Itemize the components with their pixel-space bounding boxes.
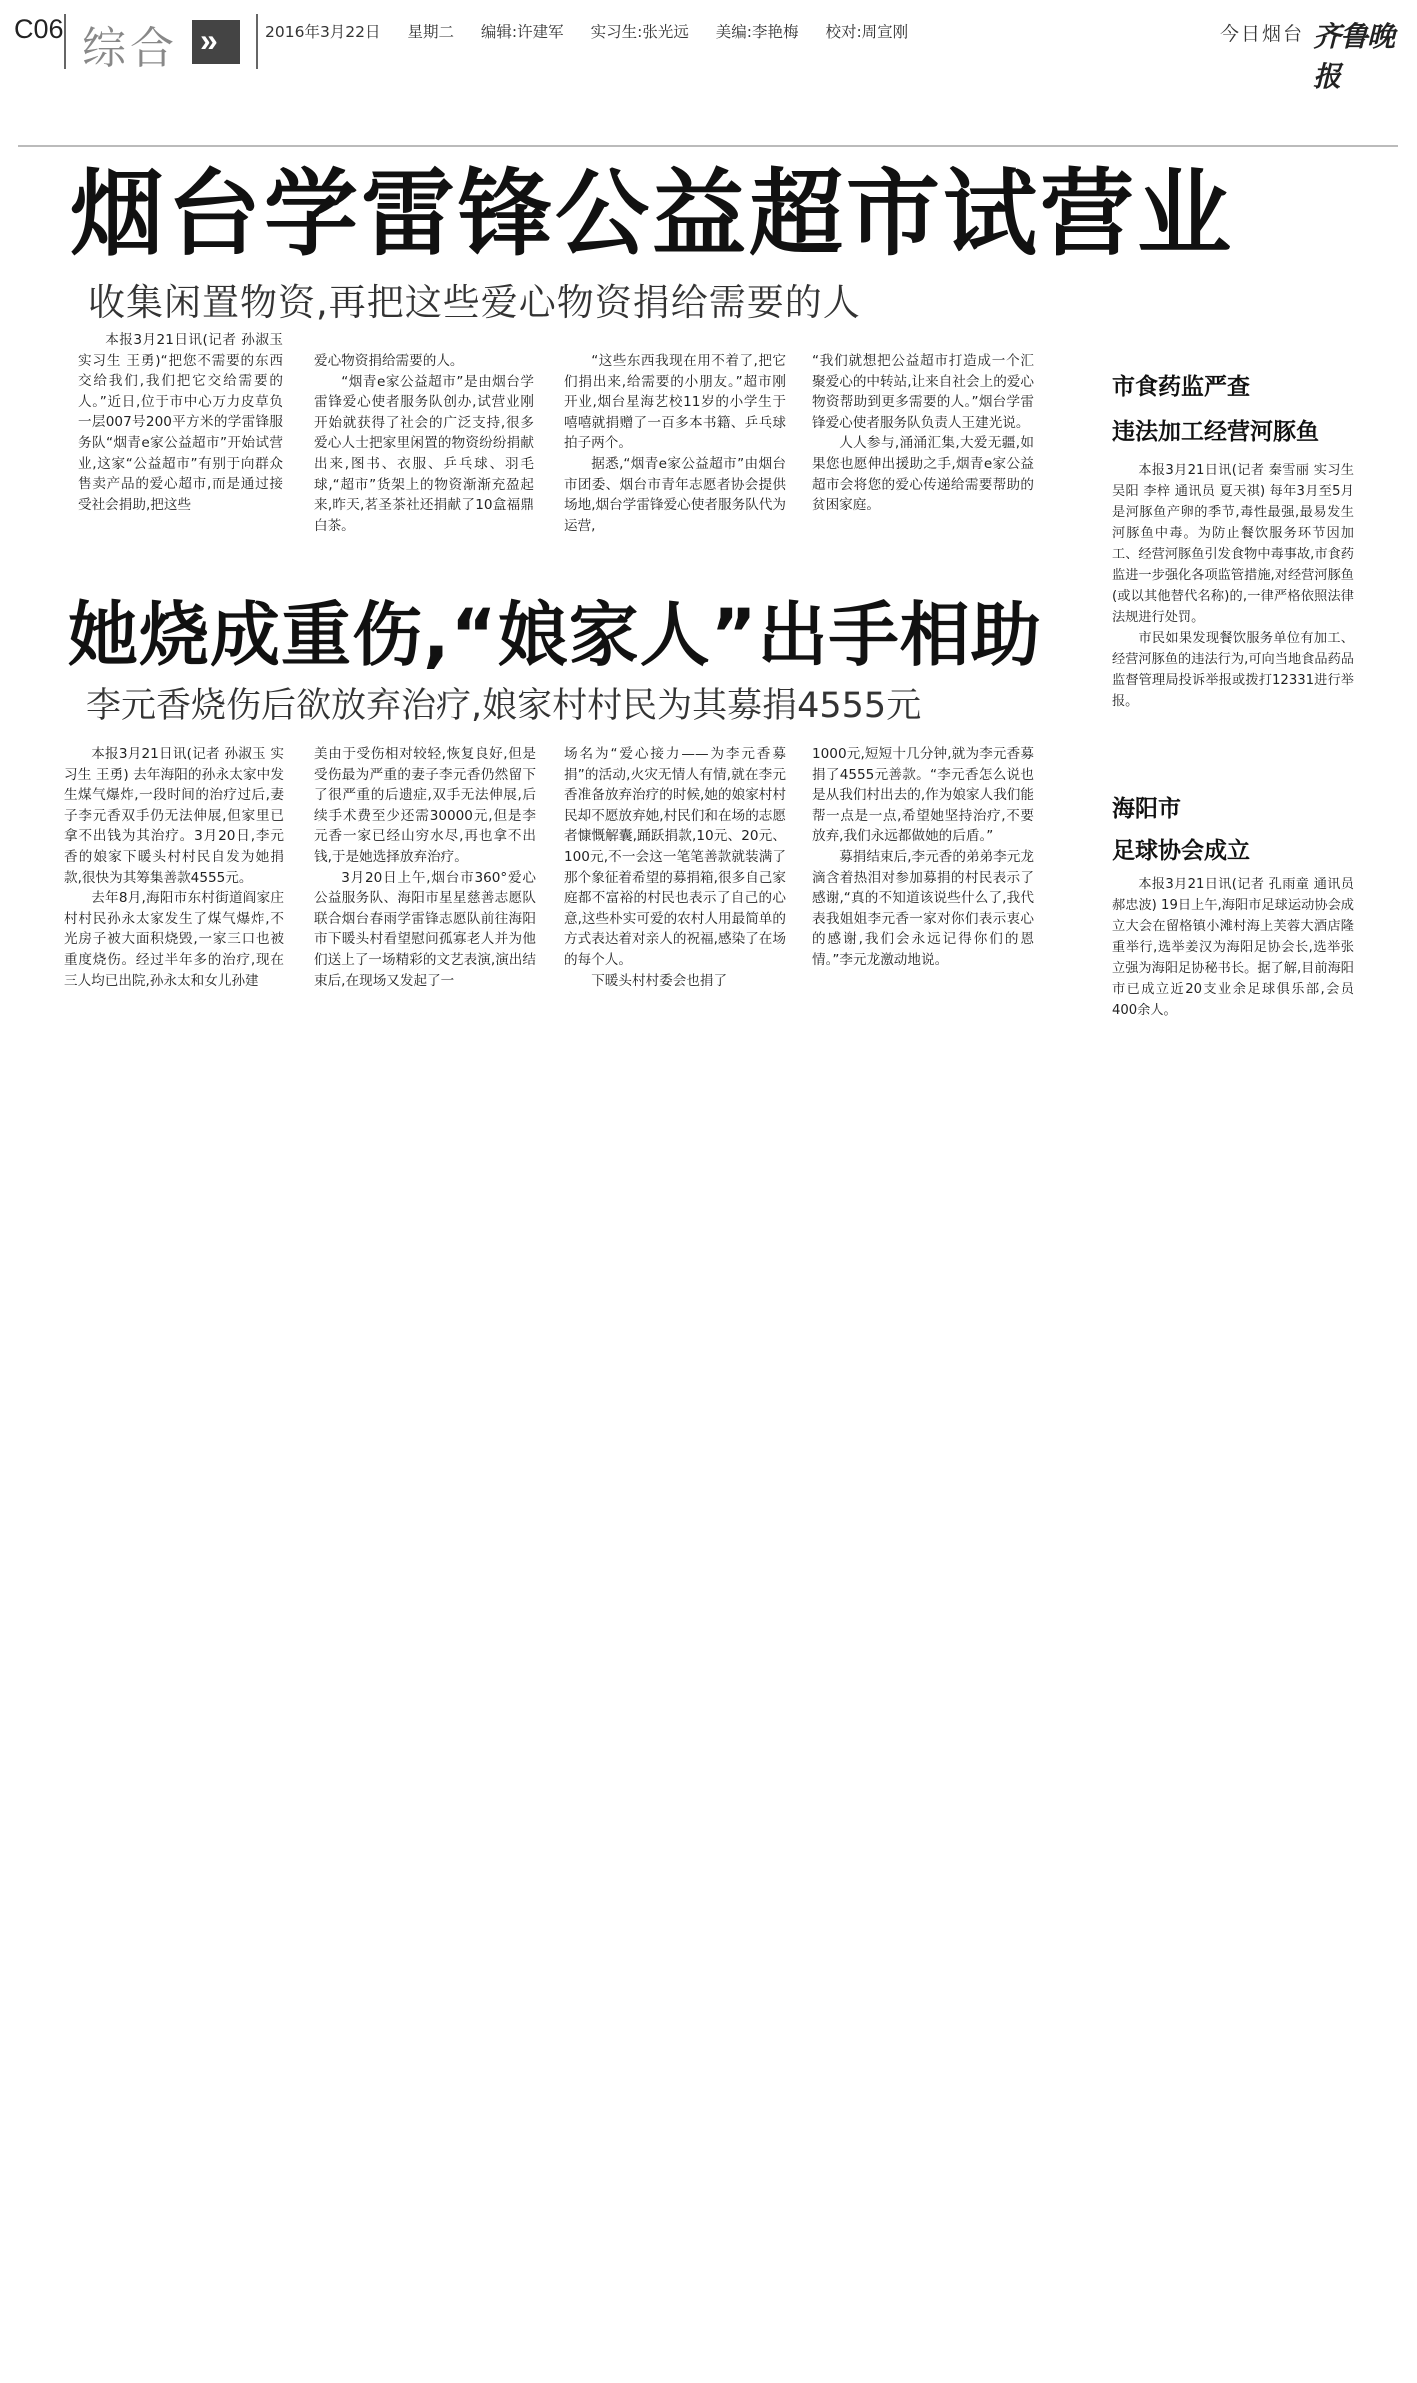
article2-column-4 xyxy=(812,744,1034,1044)
paragraph: 募捐结束后,李元香的弟弟李元龙滴含着热泪对参加募捐的村民表示了感谢,“真的不知道该说些什么了,我代表我姐姐李元香一家对你们表示衷心的感谢,我们会永远记得你们的恩情。”李元龙激动地说。 xyxy=(812,848,1034,968)
paragraph: 本报3月21日讯(记者 孔雨童 通讯员 郝忠波) 19日上午,海阳市足球运动协会成立大会在留格镇小滩村海上芙蓉大酒店隆重举行,选举姜汉为海阳足协会长,选举张立强为海阳足协秘书长。据了解,目前海阳市已成立近20支业余足球俱乐部,会员400余人。 xyxy=(1112,877,1354,1018)
paragraph: 场名为“爱心接力——为李元香募捐”的活动,火灾无情人有情,就在李元香准备放弃治疗的时候,她的娘家村村民却不愿放弃她,村民们和在场的志愿者慷慨解囊,踊跃捐款,10元、20元、100元,不一会这一笔笔善款就装满了那个象征着希望的募捐箱,很多自己家庭都不富裕的村民也表示了自己的心意,这些朴实可爱的农村人用最简单的方式表达着对亲人的祝福,感染了在场的每个人。 xyxy=(564,746,786,968)
paragraph: 爱心物资捐给需要的人。 xyxy=(314,353,464,369)
paragraph: “这些东西我现在用不着了,把它们捐出来,给需要的小朋友。”超市刚开业,烟台星海艺校11岁的小学生于嘻嘻就捐赠了一百多本书籍、乒乓球拍子两个。 xyxy=(564,353,786,452)
masthead-divider xyxy=(64,14,66,69)
paragraph: 去年8月,海阳市东村街道阎家庄村村民孙永太家发生了煤气爆炸,不光房子被大面积烧毁,一家三口也被重度烧伤。经过半年多的治疗,现在三人均已出院,孙永太和女儿孙建 xyxy=(64,890,284,989)
sidebar-story2-title-line2: 足球协会成立 xyxy=(1112,838,1250,864)
article1-column-1 xyxy=(78,330,283,562)
paragraph: “烟青e家公益超市”是由烟台学雷锋爱心使者服务队创办,试营业刚开始就获得了社会的广泛支持,很多爱心人士把家里闲置的物资纷纷捐献出来,图书、衣服、乒乓球、羽毛球,“超市”货架上的物资渐渐充盈起来,昨天,茗圣茶社还捐献了10盒福鼎白茶。 xyxy=(314,373,534,534)
meta-editor: 编辑:许建军 xyxy=(480,23,564,41)
meta-proofreader: 校对:周宣刚 xyxy=(825,23,909,41)
meta-intern: 实习生:张光远 xyxy=(590,23,689,41)
paragraph: 本报3月21日讯(记者 孙淑玉 实习生 王勇) 去年海阳的孙永太家中发生煤气爆炸,一段时间的治疗过后,妻子李元香双手仍无法伸展,但家里已拿不出钱为其治疗。3月20日,李元香的娘家下暖头村村民自发为她捐款,很快为其筹集善款4555元。 xyxy=(64,746,284,886)
masthead-divider-2 xyxy=(256,14,258,69)
section-title: 综合 xyxy=(82,23,178,74)
header-rule xyxy=(18,145,1398,147)
article1-subtitle: 收集闲置物资,再把这些爱心物资捐给需要的人 xyxy=(88,281,861,324)
sidebar-story1-title-line1: 市食药监严查 xyxy=(1112,374,1250,400)
masthead-meta xyxy=(265,20,930,42)
paragraph: 人人参与,涌涌汇集,大爱无疆,如果您也愿伸出援助之手,烟青e家公益超市会将您的爱心传递给需要帮助的贫困家庭。 xyxy=(812,435,1034,514)
paragraph: 市民如果发现餐饮服务单位有加工、经营河豚鱼的违法行为,可向当地食品药品监督管理局投诉举报或拨打12331进行举报。 xyxy=(1112,631,1354,709)
sidebar-story2-title-line1: 海阳市 xyxy=(1112,796,1181,822)
paragraph: 美由于受伤相对较轻,恢复良好,但是受伤最为严重的妻子李元香仍然留下了很严重的后遗症,双手无法伸展,后续手术费至少还需30000元,但是李元香一家已经山穷水尽,再也拿不出钱,于是她选择放弃治疗。 xyxy=(314,746,536,865)
paragraph: 本报3月21日讯(记者 孙淑玉 实习生 王勇)“把您不需要的东西交给我们,我们把它交给需要的人。”近日,位于市中心万力皮草负一层007号200平方米的学雷锋服务队“烟青e家公益超市”开始试营业,这家“公益超市”有别于向群众售卖产品的爱心超市,而是通过接受社会捐助,把这些 xyxy=(78,332,283,513)
article1-title: 烟台学雷锋公益超市试营业 xyxy=(70,160,1235,269)
article1-column-2 xyxy=(314,351,534,562)
paragraph: 下暖头村村委会也捐了 xyxy=(591,972,728,989)
article2-column-1 xyxy=(64,744,284,1044)
sidebar-story1-title-line2: 违法加工经营河豚鱼 xyxy=(1112,419,1319,445)
paragraph: 本报3月21日讯(记者 秦雪丽 实习生 吴阳 李梓 通讯员 夏天祺) 每年3月至5月是河豚鱼产卵的季节,毒性最强,最易发生河豚鱼中毒。为防止餐饮服务环节因加工、经营河豚鱼引发食物中毒事故,市食药监进一步强化各项监管措施,对经营河豚鱼(或以其他替代名称)的,一律严格依照法律法规进行处罚。 xyxy=(1112,463,1354,625)
meta-art-editor: 美编:李艳梅 xyxy=(715,23,799,41)
section-badge-glyph: » xyxy=(200,22,212,58)
paragraph: 1000元,短短十几分钟,就为李元香募捐了4555元善款。“李元香怎么说也是从我们村出去的,作为娘家人我们能帮一点是一点,希望她坚持治疗,不要放弃,我们永远都做她的后盾。” xyxy=(812,746,1034,845)
article1-column-4 xyxy=(812,351,1034,562)
meta-weekday: 星期二 xyxy=(407,23,454,41)
meta-date: 2016年3月22日 xyxy=(265,23,381,41)
paragraph: “我们就想把公益超市打造成一个汇聚爱心的中转站,让来自社会上的爱心物资帮助到更多需要的人。”烟台学雷锋爱心使者服务队负责人王建光说。 xyxy=(812,353,1034,431)
page-number: C06 xyxy=(14,14,64,44)
sidebar-story2-body xyxy=(1112,874,1354,1044)
paragraph: 3月20日上午,烟台市360°爱心公益服务队、海阳市星星慈善志愿队联合烟台春雨学雷锋志愿队前往海阳市下暖头村看望慰问孤寡老人并为他们送上了一场精彩的文艺表演,演出结束后,在现场又发起了一 xyxy=(314,869,536,989)
article2-subtitle: 李元香烧伤后欲放弃治疗,娘家村村民为其募捐4555元 xyxy=(86,686,922,726)
section-arrow-icon xyxy=(192,20,240,64)
sidebar-story1-body xyxy=(1112,460,1354,760)
article2-title: 她烧成重伤,“娘家人”出手相助 xyxy=(68,594,1042,676)
paragraph: 据悉,“烟青e家公益超市”由烟台市团委、烟台市青年志愿者协会提供场地,烟台学雷锋爱心使者服务队代为运营, xyxy=(564,455,786,534)
column-name: 今日烟台 xyxy=(1220,23,1305,45)
article2-column-3 xyxy=(564,744,786,1044)
article2-column-2 xyxy=(314,744,536,1044)
newspaper-logo: 齐鲁晚报 xyxy=(1313,20,1395,93)
article1-column-3 xyxy=(564,351,786,562)
